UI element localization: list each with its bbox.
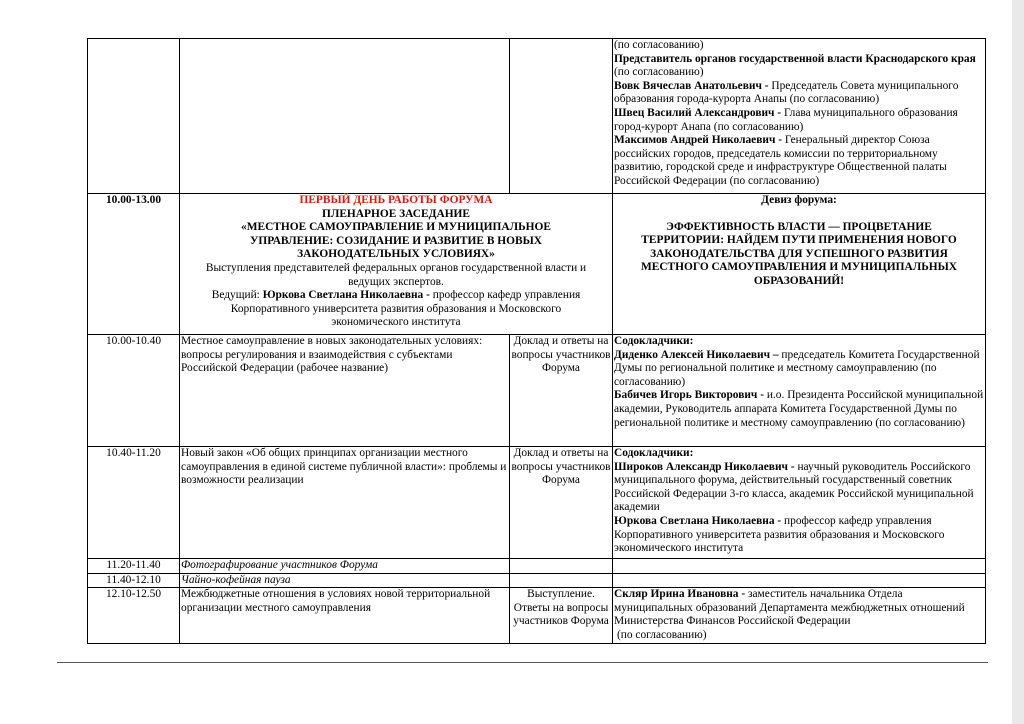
format-cell: Доклад и ответы на вопросы участников Форума bbox=[510, 335, 613, 447]
speaker-name: Максимов Андрей Николаевич - bbox=[614, 134, 785, 147]
speaker-note: (по согласованию) bbox=[617, 628, 707, 641]
format-cell bbox=[510, 559, 613, 574]
table-row bbox=[88, 39, 986, 194]
speaker-note: (по согласованию) bbox=[614, 39, 704, 51]
moderator bbox=[181, 289, 611, 330]
speaker-role: заместитель начальника Отдела муниципальных образований Департамента межбюджетных отношений Министерства Финансов Российской Федерации bbox=[614, 588, 965, 628]
table-row bbox=[88, 447, 986, 559]
speaker-entry bbox=[614, 134, 984, 188]
speakers-cell bbox=[613, 39, 986, 194]
speakers-cell bbox=[613, 573, 986, 588]
speaker-role: профессор кафедр управления Корпоративного университета развития образования и Московского экономического института bbox=[614, 514, 945, 555]
speaker-entry bbox=[614, 515, 984, 556]
time-cell: 11.20-11.40 bbox=[88, 559, 180, 574]
table-row bbox=[88, 559, 986, 574]
moderator-label: Ведущий: bbox=[211, 289, 263, 302]
session-speeches: Выступления представителей федеральных органов государственной власти и ведущих экспертов. bbox=[205, 261, 587, 288]
speaker-entry bbox=[614, 80, 984, 107]
page-edge-shadow bbox=[1012, 0, 1024, 724]
table-row bbox=[88, 194, 986, 335]
speaker-name: Представитель органов государственной власти Краснодарского края bbox=[614, 52, 976, 65]
page-bottom-rule bbox=[57, 662, 988, 663]
table-row bbox=[88, 588, 986, 643]
time-cell: 11.40-12.10 bbox=[88, 573, 180, 588]
speaker-role: и.о. Президента Российской муниципальной академии, Руководитель аппарата Комитета Государственной Думы по региональной политике и местному самоуправлению (по согласованию) bbox=[614, 389, 984, 429]
topic-cell bbox=[180, 39, 510, 194]
time-cell: 10.40-11.20 bbox=[88, 447, 180, 559]
speaker-entry bbox=[614, 389, 984, 430]
speaker-role: председатель Комитета Государственной Думы по региональной политике и местному самоуправлению (по согласованию) bbox=[614, 348, 980, 388]
moderator-role: профессор кафедр управления Корпоративного университета развития образования и Московского экономического института bbox=[230, 289, 581, 329]
speaker-name: Диденко Алексей Николаевич – bbox=[614, 348, 782, 361]
forum-program-table bbox=[87, 38, 986, 644]
speaker-name: Бабичев Игорь Викторович - bbox=[614, 389, 767, 402]
topic-cell: Местное самоуправление в новых законодательных условиях: вопросы регулирования и взаимодействия с субъектами Российской Федерации (рабочее название) bbox=[180, 335, 510, 447]
speaker-role: (по согласованию) bbox=[614, 66, 704, 79]
time-cell: 10.00-13.00 bbox=[88, 194, 180, 335]
speaker-role: Генеральный директор Союза российских городов, председатель комиссии по территориальному развитию, городской среде и инфраструктуре Общественной палаты Российской Федерации (по согласованию) bbox=[614, 134, 947, 187]
topic-cell: Межбюджетные отношения в условиях новой территориальной организации местного самоуправления bbox=[180, 588, 510, 643]
co-speakers-label: Содокладчики: bbox=[614, 335, 694, 347]
moderator-name: Юркова Светлана Николаевна - bbox=[262, 289, 433, 302]
speaker-name: Швец Василий Александрович - bbox=[614, 106, 784, 119]
format-cell bbox=[510, 573, 613, 588]
format-cell bbox=[510, 39, 613, 194]
speaker-name: Юркова Светлана Николаевна - bbox=[614, 514, 785, 527]
session-theme: «МЕСТНОЕ САМОУПРАВЛЕНИЕ И МУНИЦИПАЛЬНОЕ УПРАВЛЕНИЕ: СОЗИДАНИЕ И РАЗВИТИЕ В НОВЫХ ЗАКОНОДАТЕЛЬНЫХ УСЛОВИЯХ» bbox=[241, 221, 551, 261]
speakers-cell bbox=[613, 447, 986, 559]
topic-cell: Новый закон «Об общих принципах организации местного самоуправления в единой системе публичной власти»: проблемы и возможности реализации bbox=[180, 447, 510, 559]
speaker-name: Вовк Вячеслав Анатольевич - bbox=[614, 79, 772, 92]
topic-cell: Фотографирование участников Форума bbox=[180, 559, 510, 574]
time-cell bbox=[88, 39, 180, 194]
speaker-entry bbox=[614, 349, 984, 390]
time-cell: 12.10-12.50 bbox=[88, 588, 180, 643]
topic-cell: Чайно-кофейная пауза bbox=[180, 573, 510, 588]
session-title: ПЛЕНАРНОЕ ЗАСЕДАНИЕ bbox=[321, 207, 471, 220]
time-cell: 10.00-10.40 bbox=[88, 335, 180, 447]
speakers-cell bbox=[613, 559, 986, 574]
format-cell: Выступление. Ответы на вопросы участников Форума bbox=[510, 588, 613, 643]
speakers-cell bbox=[613, 335, 986, 447]
speaker-role: Глава муниципального образования город-курорт Анапа (по согласованию) bbox=[614, 106, 958, 133]
co-speakers-label: Содокладчики: bbox=[614, 447, 694, 459]
speaker-name: Широков Александр Николаевич - bbox=[614, 460, 798, 473]
table-row bbox=[88, 573, 986, 588]
speaker-entry bbox=[614, 53, 984, 80]
motto-cell bbox=[613, 194, 986, 335]
speaker-entry bbox=[614, 588, 984, 629]
table-row bbox=[88, 335, 986, 447]
speaker-role: научный руководитель Российского муниципального форума, действительный государственный советник Российской Федерации 3-го класса, академик Российской муниципальной академии bbox=[614, 460, 974, 514]
speaker-entry bbox=[614, 39, 984, 53]
speakers-cell bbox=[613, 588, 986, 643]
format-cell: Доклад и ответы на вопросы участников Форума bbox=[510, 447, 613, 559]
speaker-entry bbox=[614, 107, 984, 134]
speaker-name: Скляр Ирина Ивановна - bbox=[614, 588, 748, 601]
day-title: ПЕРВЫЙ ДЕНЬ РАБОТЫ ФОРУМА bbox=[299, 194, 493, 206]
plenary-session-cell bbox=[180, 194, 613, 335]
speaker-entry bbox=[614, 461, 984, 515]
motto-text: ЭФФЕКТИВНОСТЬ ВЛАСТИ — ПРОЦВЕТАНИЕ ТЕРРИТОРИИ: НАЙДЕМ ПУТИ ПРИМЕНЕНИЯ НОВОГО ЗАКОНОДАТЕЛЬСТВА ДЛЯ УСПЕШНОГО РАЗВИТИЯ МЕСТНОГО САМОУПРАВЛЕНИЯ И МУНИЦИПАЛЬНЫХ ОБРАЗОВАНИЙ! bbox=[640, 220, 958, 287]
motto-title: Девиз форума: bbox=[761, 194, 837, 206]
speaker-role: Председатель Совета муниципального образования города-курорта Анапы (по согласованию) bbox=[614, 79, 959, 106]
